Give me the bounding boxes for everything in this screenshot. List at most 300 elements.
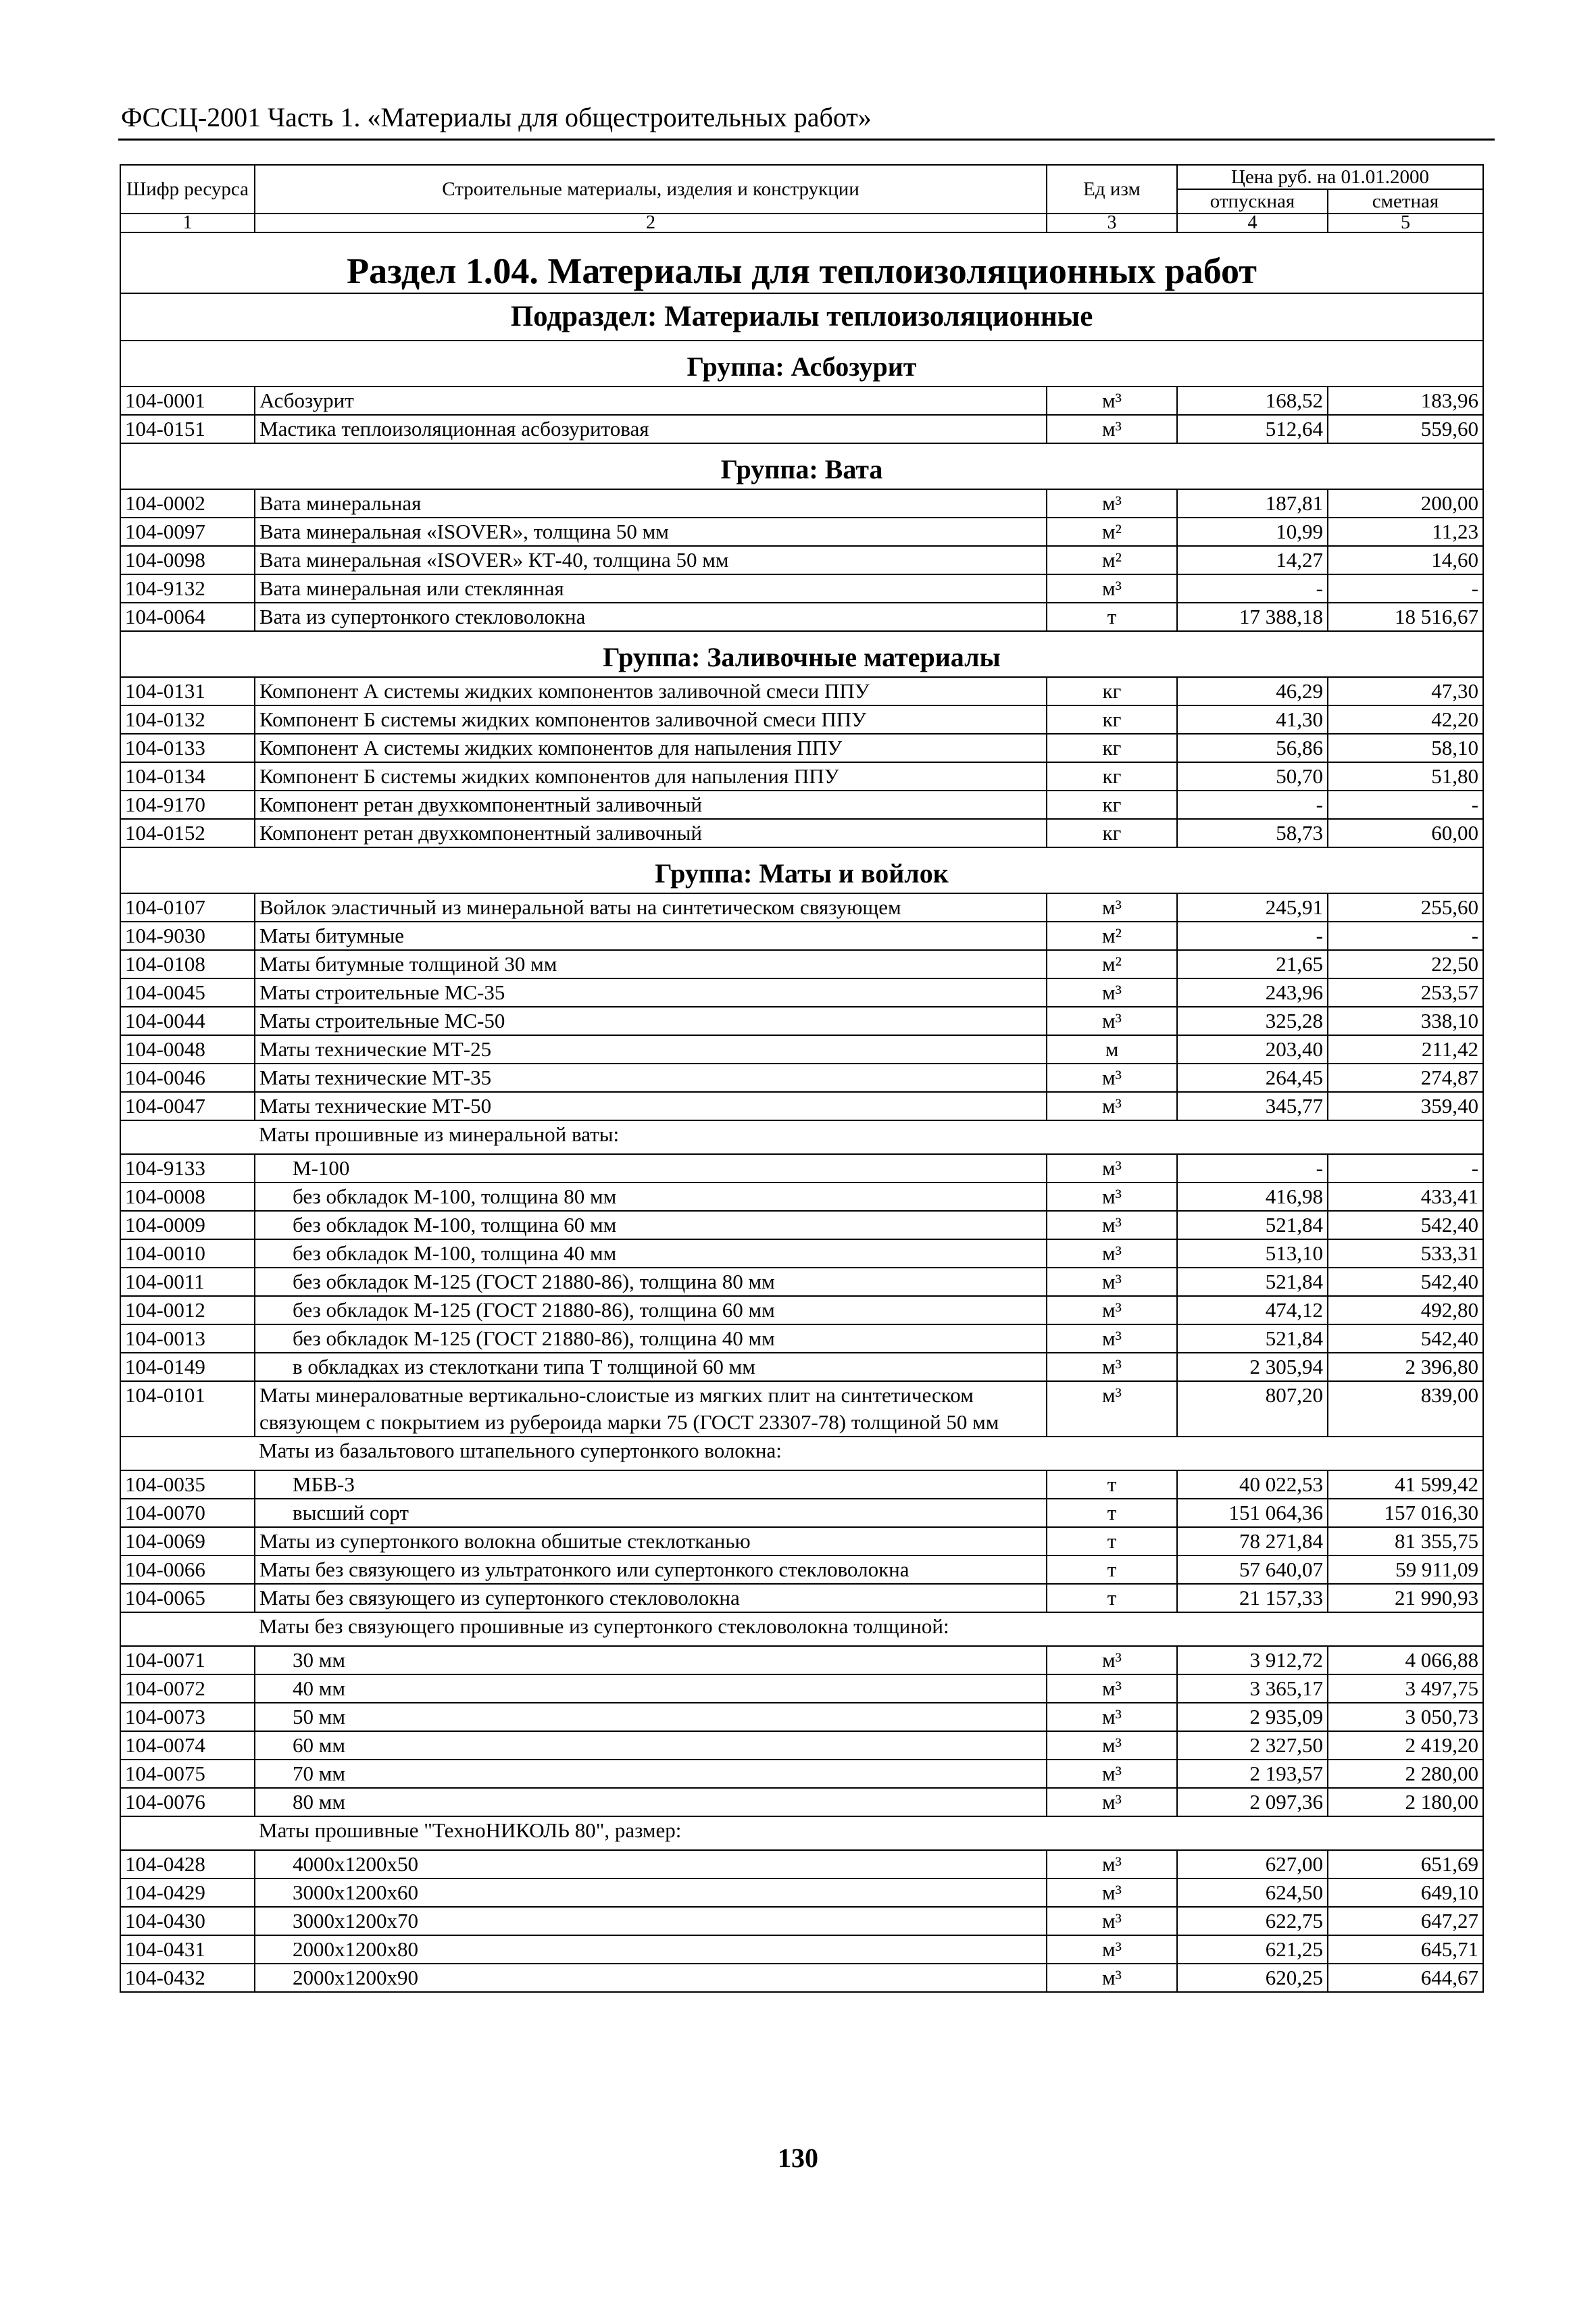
resource-code: 104-0101 [120, 1381, 255, 1437]
release-price: 203,40 [1177, 1035, 1328, 1064]
resource-code: 104-9132 [120, 574, 255, 603]
unit-of-measure: м³ [1047, 1353, 1177, 1381]
table-row [120, 978, 1483, 1007]
material-name: 2000x1200x80 [255, 1935, 1047, 1964]
estimate-price: 433,41 [1328, 1183, 1483, 1211]
release-price: 521,84 [1177, 1268, 1328, 1296]
resource-code: 104-0072 [120, 1674, 255, 1703]
material-name: Компонент Б системы жидких компонентов заливочной смеси ППУ [255, 705, 1047, 734]
unit-of-measure: м³ [1047, 1964, 1177, 1992]
unit-of-measure: кг [1047, 762, 1177, 791]
estimate-price: 2 396,80 [1328, 1353, 1483, 1381]
unit-of-measure: м [1047, 1035, 1177, 1064]
header-name: Строительные материалы, изделия и конструкции [255, 165, 1047, 214]
release-price: 416,98 [1177, 1183, 1328, 1211]
material-name: Компонент ретан двухкомпонентный заливочный [255, 791, 1047, 819]
table-row [120, 489, 1483, 518]
subsection-heading-row [120, 293, 1483, 341]
release-price: 58,73 [1177, 819, 1328, 847]
material-name: Вата минеральная [255, 489, 1047, 518]
resource-code: 104-0151 [120, 415, 255, 443]
release-price: 243,96 [1177, 978, 1328, 1007]
unit-of-measure: кг [1047, 791, 1177, 819]
column-number: 5 [1328, 214, 1483, 232]
running-head: ФССЦ-2001 Часть 1. «Материалы для общестроительных работ» [121, 102, 872, 132]
unit-of-measure: м³ [1047, 1092, 1177, 1120]
material-name: высший сорт [255, 1499, 1047, 1527]
resource-code: 104-0108 [120, 950, 255, 978]
subheading-row [120, 1120, 1483, 1154]
material-name: 80 мм [255, 1788, 1047, 1816]
release-price: 41,30 [1177, 705, 1328, 734]
estimate-price: 647,27 [1328, 1907, 1483, 1935]
subheading-text: Маты прошивные из минеральной ваты: [255, 1120, 1483, 1154]
resource-code: 104-0012 [120, 1296, 255, 1324]
estimate-price: 533,31 [1328, 1239, 1483, 1268]
estimate-price: 18 516,67 [1328, 603, 1483, 631]
estimate-price: 157 016,30 [1328, 1499, 1483, 1527]
table-row [120, 1064, 1483, 1092]
release-price: 512,64 [1177, 415, 1328, 443]
estimate-price: 41 599,42 [1328, 1470, 1483, 1499]
resource-code: 104-0097 [120, 518, 255, 546]
release-price: 2 193,57 [1177, 1760, 1328, 1788]
table-row [120, 1092, 1483, 1120]
header-estimate-price: сметная [1328, 189, 1483, 214]
resource-code: 104-0076 [120, 1788, 255, 1816]
table-row [120, 1183, 1483, 1211]
header-code: Шифр ресурса [120, 165, 255, 214]
unit-of-measure: м³ [1047, 387, 1177, 415]
release-price: 17 388,18 [1177, 603, 1328, 631]
unit-of-measure: м³ [1047, 1878, 1177, 1907]
unit-of-measure: м³ [1047, 1381, 1177, 1437]
release-price: 2 327,50 [1177, 1731, 1328, 1760]
unit-of-measure: т [1047, 603, 1177, 631]
estimate-price: 2 280,00 [1328, 1760, 1483, 1788]
material-name: Вата из супертонкого стекловолокна [255, 603, 1047, 631]
unit-of-measure: кг [1047, 819, 1177, 847]
table-row [120, 791, 1483, 819]
subheading-row [120, 1816, 1483, 1850]
release-price: 325,28 [1177, 1007, 1328, 1035]
release-price: 78 271,84 [1177, 1527, 1328, 1555]
unit-of-measure: м³ [1047, 1788, 1177, 1816]
release-price: - [1177, 574, 1328, 603]
material-name: Вата минеральная «ISOVER» КТ-40, толщина 50 мм [255, 546, 1047, 574]
resource-code: 104-0046 [120, 1064, 255, 1092]
table-body [120, 232, 1483, 1992]
estimate-price: 542,40 [1328, 1211, 1483, 1239]
table-row [120, 1353, 1483, 1381]
resource-code: 104-0428 [120, 1850, 255, 1878]
material-name: Маты технические МТ-50 [255, 1092, 1047, 1120]
release-price: 21 157,33 [1177, 1584, 1328, 1612]
material-name: Маты из супертонкого волокна обшитые стеклотканью [255, 1527, 1047, 1555]
resource-code: 104-0070 [120, 1499, 255, 1527]
release-price: 807,20 [1177, 1381, 1328, 1437]
material-name: Компонент А системы жидких компонентов для напыления ППУ [255, 734, 1047, 762]
resource-code: 104-0430 [120, 1907, 255, 1935]
material-name: Компонент ретан двухкомпонентный заливочный [255, 819, 1047, 847]
unit-of-measure: м³ [1047, 415, 1177, 443]
resource-code: 104-0002 [120, 489, 255, 518]
resource-code: 104-9030 [120, 922, 255, 950]
table-header-row [120, 165, 1483, 189]
resource-code: 104-0009 [120, 1211, 255, 1239]
unit-of-measure: м³ [1047, 1850, 1177, 1878]
estimate-price: 3 050,73 [1328, 1703, 1483, 1731]
unit-of-measure: м³ [1047, 1703, 1177, 1731]
release-price: - [1177, 922, 1328, 950]
table-row [120, 1296, 1483, 1324]
material-name: 2000x1200x90 [255, 1964, 1047, 1992]
table-row [120, 762, 1483, 791]
estimate-price: 559,60 [1328, 415, 1483, 443]
resource-code: 104-0073 [120, 1703, 255, 1731]
release-price: 622,75 [1177, 1907, 1328, 1935]
estimate-price: 22,50 [1328, 950, 1483, 978]
table-row [120, 950, 1483, 978]
column-number: 2 [255, 214, 1047, 232]
release-price: 187,81 [1177, 489, 1328, 518]
release-price: 2 935,09 [1177, 1703, 1328, 1731]
estimate-price: 649,10 [1328, 1878, 1483, 1907]
empty-cell [120, 1612, 255, 1646]
resource-code: 104-0035 [120, 1470, 255, 1499]
estimate-price: 59 911,09 [1328, 1555, 1483, 1584]
table-row [120, 1674, 1483, 1703]
estimate-price: 492,80 [1328, 1296, 1483, 1324]
estimate-price: 839,00 [1328, 1381, 1483, 1437]
unit-of-measure: м² [1047, 546, 1177, 574]
material-name: Маты битумные [255, 922, 1047, 950]
material-name: Маты битумные толщиной 30 мм [255, 950, 1047, 978]
table-row [120, 1731, 1483, 1760]
unit-of-measure: м³ [1047, 1239, 1177, 1268]
unit-of-measure: м² [1047, 950, 1177, 978]
unit-of-measure: м³ [1047, 1646, 1177, 1674]
resource-code: 104-0133 [120, 734, 255, 762]
table-row [120, 1007, 1483, 1035]
estimate-price: 645,71 [1328, 1935, 1483, 1964]
material-name: 3000x1200x60 [255, 1878, 1047, 1907]
resource-code: 104-0152 [120, 819, 255, 847]
group-title: Группа: Асбозурит [120, 341, 1483, 387]
unit-of-measure: м³ [1047, 893, 1177, 922]
column-number: 1 [120, 214, 255, 232]
table-row [120, 1935, 1483, 1964]
release-price: 521,84 [1177, 1324, 1328, 1353]
group-heading-row [120, 443, 1483, 489]
material-name: Вата минеральная или стеклянная [255, 574, 1047, 603]
estimate-price: 274,87 [1328, 1064, 1483, 1092]
estimate-price: 542,40 [1328, 1324, 1483, 1353]
material-name: Маты минераловатные вертикально-слоистые из мягких плит на синтетическом связующем с покрытием из рубероида марки 75 (ГОСТ 23307-78) толщиной 50 мм [255, 1381, 1047, 1437]
estimate-price: 644,67 [1328, 1964, 1483, 1992]
material-name: Маты технические МТ-25 [255, 1035, 1047, 1064]
unit-of-measure: м² [1047, 922, 1177, 950]
release-price: 14,27 [1177, 546, 1328, 574]
release-price: 620,25 [1177, 1964, 1328, 1992]
resource-code: 104-0064 [120, 603, 255, 631]
resource-code: 104-0013 [120, 1324, 255, 1353]
unit-of-measure: м³ [1047, 1935, 1177, 1964]
resource-code: 104-0045 [120, 978, 255, 1007]
column-number: 4 [1177, 214, 1328, 232]
unit-of-measure: м³ [1047, 978, 1177, 1007]
subheading-row [120, 1437, 1483, 1470]
estimate-price: 253,57 [1328, 978, 1483, 1007]
table-row [120, 1154, 1483, 1183]
estimate-price: 359,40 [1328, 1092, 1483, 1120]
estimate-price: 2 180,00 [1328, 1788, 1483, 1816]
unit-of-measure: м³ [1047, 1007, 1177, 1035]
release-price: 10,99 [1177, 518, 1328, 546]
material-name: без обкладок М-100, толщина 40 мм [255, 1239, 1047, 1268]
table-row [120, 1470, 1483, 1499]
resource-code: 104-0431 [120, 1935, 255, 1964]
material-name: Вата минеральная «ISOVER», толщина 50 мм [255, 518, 1047, 546]
estimate-price: - [1328, 574, 1483, 603]
header-price: Цена руб. на 01.01.2000 [1177, 165, 1483, 189]
estimate-price: 58,10 [1328, 734, 1483, 762]
resource-code: 104-0098 [120, 546, 255, 574]
subheading-row [120, 1612, 1483, 1646]
page-number: 130 [778, 2143, 818, 2173]
table-row [120, 415, 1483, 443]
material-name: МБВ-3 [255, 1470, 1047, 1499]
material-name: Компонент Б системы жидких компонентов для напыления ППУ [255, 762, 1047, 791]
material-name: 4000x1200x50 [255, 1850, 1047, 1878]
unit-of-measure: м³ [1047, 1731, 1177, 1760]
group-heading-row [120, 847, 1483, 893]
release-price: 2 097,36 [1177, 1788, 1328, 1816]
unit-of-measure: т [1047, 1584, 1177, 1612]
unit-of-measure: кг [1047, 677, 1177, 705]
material-name: 70 мм [255, 1760, 1047, 1788]
unit-of-measure: м² [1047, 518, 1177, 546]
unit-of-measure: кг [1047, 705, 1177, 734]
estimate-price: 21 990,93 [1328, 1584, 1483, 1612]
group-title: Группа: Маты и войлок [120, 847, 1483, 893]
empty-cell [120, 1437, 255, 1470]
material-name: 50 мм [255, 1703, 1047, 1731]
resource-code: 104-9133 [120, 1154, 255, 1183]
estimate-price: 3 497,75 [1328, 1674, 1483, 1703]
table-row [120, 1646, 1483, 1674]
resource-code: 104-0134 [120, 762, 255, 791]
material-name: 60 мм [255, 1731, 1047, 1760]
resource-code: 104-0074 [120, 1731, 255, 1760]
column-number: 3 [1047, 214, 1177, 232]
group-title: Группа: Заливочные материалы [120, 631, 1483, 677]
release-price: 151 064,36 [1177, 1499, 1328, 1527]
estimate-price: 42,20 [1328, 705, 1483, 734]
table-row [120, 1584, 1483, 1612]
material-name: 30 мм [255, 1646, 1047, 1674]
table-row [120, 1964, 1483, 1992]
table-row [120, 1035, 1483, 1064]
material-name: Компонент А системы жидких компонентов заливочной смеси ППУ [255, 677, 1047, 705]
material-name: без обкладок М-100, толщина 80 мм [255, 1183, 1047, 1211]
section-title: Раздел 1.04. Материалы для теплоизоляционных работ [120, 232, 1483, 293]
resource-code: 104-0149 [120, 1353, 255, 1381]
material-name: без обкладок М-125 (ГОСТ 21880-86), толщина 60 мм [255, 1296, 1047, 1324]
group-title: Группа: Вата [120, 443, 1483, 489]
resource-code: 104-0066 [120, 1555, 255, 1584]
release-price: 57 640,07 [1177, 1555, 1328, 1584]
table-row [120, 1324, 1483, 1353]
material-name: М-100 [255, 1154, 1047, 1183]
table-row [120, 387, 1483, 415]
estimate-price: 255,60 [1328, 893, 1483, 922]
subheading-text: Маты без связующего прошивные из супертонкого стекловолокна толщиной: [255, 1612, 1483, 1646]
column-number-row [120, 214, 1483, 232]
table-row [120, 705, 1483, 734]
release-price: 264,45 [1177, 1064, 1328, 1092]
material-name: Асбозурит [255, 387, 1047, 415]
resource-code: 104-0065 [120, 1584, 255, 1612]
resource-code: 104-0107 [120, 893, 255, 922]
header-release-price: отпускная [1177, 189, 1328, 214]
resource-code: 104-0010 [120, 1239, 255, 1268]
estimate-price: 81 355,75 [1328, 1527, 1483, 1555]
table-row [120, 1268, 1483, 1296]
material-name: Маты технические МТ-35 [255, 1064, 1047, 1092]
material-name: без обкладок М-100, толщина 60 мм [255, 1211, 1047, 1239]
unit-of-measure: т [1047, 1527, 1177, 1555]
estimate-price: - [1328, 791, 1483, 819]
release-price: 50,70 [1177, 762, 1328, 791]
resource-code: 104-0429 [120, 1878, 255, 1907]
resource-code: 104-0044 [120, 1007, 255, 1035]
section-heading-row [120, 232, 1483, 293]
table-row [120, 518, 1483, 546]
resource-code: 104-0047 [120, 1092, 255, 1120]
unit-of-measure: м³ [1047, 1211, 1177, 1239]
estimate-price: 183,96 [1328, 387, 1483, 415]
table-row [120, 1907, 1483, 1935]
estimate-price: - [1328, 1154, 1483, 1183]
material-name: Маты без связующего из ультратонкого или супертонкого стекловолокна [255, 1555, 1047, 1584]
table-row [120, 1211, 1483, 1239]
empty-cell [120, 1120, 255, 1154]
resource-code: 104-0001 [120, 387, 255, 415]
material-name: без обкладок М-125 (ГОСТ 21880-86), толщина 80 мм [255, 1268, 1047, 1296]
unit-of-measure: т [1047, 1499, 1177, 1527]
estimate-price: 338,10 [1328, 1007, 1483, 1035]
unit-of-measure: м³ [1047, 1296, 1177, 1324]
unit-of-measure: м³ [1047, 489, 1177, 518]
table-row [120, 1381, 1483, 1437]
estimate-price: 11,23 [1328, 518, 1483, 546]
material-name: Маты строительные МС-35 [255, 978, 1047, 1007]
table-row [120, 734, 1483, 762]
unit-of-measure: м³ [1047, 1268, 1177, 1296]
estimate-price: 60,00 [1328, 819, 1483, 847]
resource-code: 104-0075 [120, 1760, 255, 1788]
table-row [120, 1703, 1483, 1731]
release-price: 245,91 [1177, 893, 1328, 922]
release-price: 2 305,94 [1177, 1353, 1328, 1381]
table-row [120, 677, 1483, 705]
subsection-title: Подраздел: Материалы теплоизоляционные [120, 293, 1483, 341]
header-unit: Ед изм [1047, 165, 1177, 214]
unit-of-measure: м³ [1047, 1907, 1177, 1935]
resource-code: 104-0071 [120, 1646, 255, 1674]
price-table [120, 164, 1484, 1993]
empty-cell [120, 1816, 255, 1850]
estimate-price: 14,60 [1328, 546, 1483, 574]
unit-of-measure: м³ [1047, 1324, 1177, 1353]
estimate-price: 651,69 [1328, 1850, 1483, 1878]
release-price: 624,50 [1177, 1878, 1328, 1907]
material-name: 3000x1200x70 [255, 1907, 1047, 1935]
release-price: 521,84 [1177, 1211, 1328, 1239]
resource-code: 104-0131 [120, 677, 255, 705]
release-price: 474,12 [1177, 1296, 1328, 1324]
estimate-price: 51,80 [1328, 762, 1483, 791]
estimate-price: 542,40 [1328, 1268, 1483, 1296]
material-name: Маты строительные МС-50 [255, 1007, 1047, 1035]
release-price: 21,65 [1177, 950, 1328, 978]
material-name: Войлок эластичный из минеральной ваты на синтетическом связующем [255, 893, 1047, 922]
estimate-price: 200,00 [1328, 489, 1483, 518]
resource-code: 104-0008 [120, 1183, 255, 1211]
table-row [120, 1788, 1483, 1816]
group-heading-row [120, 341, 1483, 387]
subheading-text: Маты прошивные "ТехноНИКОЛЬ 80", размер: [255, 1816, 1483, 1850]
table-row [120, 603, 1483, 631]
table-row [120, 574, 1483, 603]
material-name: без обкладок М-125 (ГОСТ 21880-86), толщина 40 мм [255, 1324, 1047, 1353]
unit-of-measure: м³ [1047, 1064, 1177, 1092]
material-name: в обкладках из стеклоткани типа Т толщиной 60 мм [255, 1353, 1047, 1381]
table-row [120, 1850, 1483, 1878]
resource-code: 104-0048 [120, 1035, 255, 1064]
table-row [120, 1760, 1483, 1788]
unit-of-measure: т [1047, 1555, 1177, 1584]
release-price: 40 022,53 [1177, 1470, 1328, 1499]
material-name: 40 мм [255, 1674, 1047, 1703]
release-price: 513,10 [1177, 1239, 1328, 1268]
table-row [120, 819, 1483, 847]
release-price: 56,86 [1177, 734, 1328, 762]
table-row [120, 893, 1483, 922]
header-rule [118, 139, 1495, 141]
unit-of-measure: м³ [1047, 574, 1177, 603]
release-price: - [1177, 1154, 1328, 1183]
group-heading-row [120, 631, 1483, 677]
table-row [120, 1555, 1483, 1584]
release-price: 3 365,17 [1177, 1674, 1328, 1703]
release-price: 168,52 [1177, 387, 1328, 415]
estimate-price: 47,30 [1328, 677, 1483, 705]
release-price: 627,00 [1177, 1850, 1328, 1878]
estimate-price: 211,42 [1328, 1035, 1483, 1064]
unit-of-measure: т [1047, 1470, 1177, 1499]
unit-of-measure: м³ [1047, 1760, 1177, 1788]
unit-of-measure: м³ [1047, 1674, 1177, 1703]
unit-of-measure: м³ [1047, 1154, 1177, 1183]
release-price: 3 912,72 [1177, 1646, 1328, 1674]
resource-code: 104-0132 [120, 705, 255, 734]
material-name: Маты без связующего из супертонкого стекловолокна [255, 1584, 1047, 1612]
release-price: 621,25 [1177, 1935, 1328, 1964]
resource-code: 104-0011 [120, 1268, 255, 1296]
table-row [120, 1527, 1483, 1555]
